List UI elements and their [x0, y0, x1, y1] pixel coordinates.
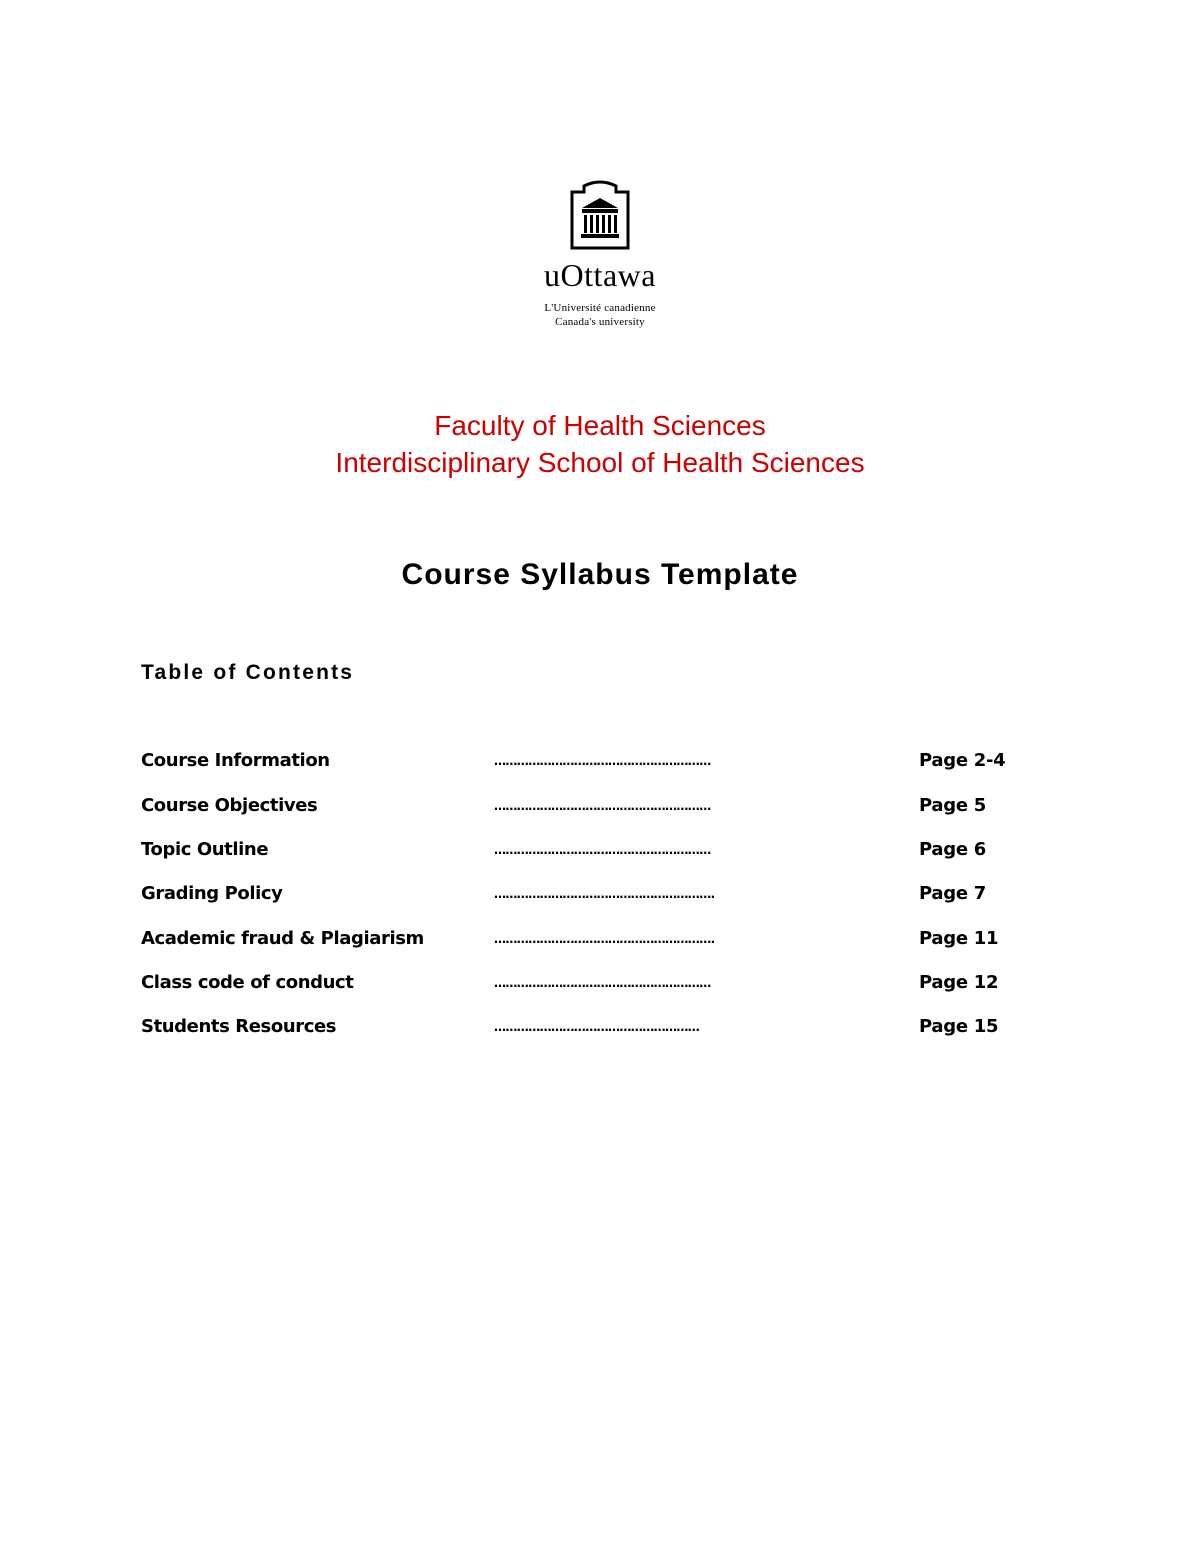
toc-item-page: Page 5 — [919, 795, 986, 816]
toc-item — [0, 837, 1200, 865]
toc-item-page: Page 7 — [919, 883, 986, 904]
toc-item-page: Page 2-4 — [919, 750, 1006, 771]
tagline-english: Canada's university — [555, 316, 645, 328]
toc-item — [0, 881, 1200, 909]
toc-item-page: Page 12 — [919, 972, 999, 993]
university-wordmark: uOttawa — [544, 257, 656, 293]
toc-item-label: Academic fraud & Plagiarism — [141, 928, 424, 949]
toc-item-label: Students Resources — [141, 1016, 337, 1037]
toc-item — [0, 926, 1200, 954]
toc-item-leader: ………………………………………………… — [494, 843, 711, 857]
toc-item — [0, 748, 1200, 776]
toc-item — [0, 793, 1200, 821]
toc-item-page: Page 11 — [919, 928, 999, 949]
toc-item-leader: ………………………………………………… — [494, 754, 711, 768]
toc-item-leader: …………………………………………………. — [494, 932, 715, 946]
toc-item-label: Class code of conduct — [141, 972, 354, 993]
toc-item-label: Course Information — [141, 750, 330, 771]
university-logo — [0, 178, 1200, 329]
toc-item-leader: ………………………………………………… — [494, 799, 711, 813]
toc-heading: Table of Contents — [141, 661, 355, 684]
toc-item-leader: …………………………………………………. — [494, 887, 715, 901]
toc-item — [0, 970, 1200, 998]
school-name: Interdisciplinary School of Health Sciences — [335, 447, 865, 478]
toc-item-leader: ………………………………………………… — [494, 976, 711, 990]
university-building-icon — [568, 178, 632, 250]
toc-item-label: Topic Outline — [141, 839, 269, 860]
toc-item-page: Page 15 — [919, 1016, 999, 1037]
toc-item-label: Grading Policy — [141, 883, 283, 904]
document-title: Course Syllabus Template — [401, 558, 799, 591]
toc-item — [0, 1014, 1200, 1042]
faculty-name: Faculty of Health Sciences — [434, 410, 766, 441]
toc-item-leader: ……………………………………………… — [494, 1020, 700, 1034]
tagline-french: L'Université canadienne — [544, 302, 656, 314]
toc-item-page: Page 6 — [919, 839, 986, 860]
toc-item-label: Course Objectives — [141, 795, 318, 816]
